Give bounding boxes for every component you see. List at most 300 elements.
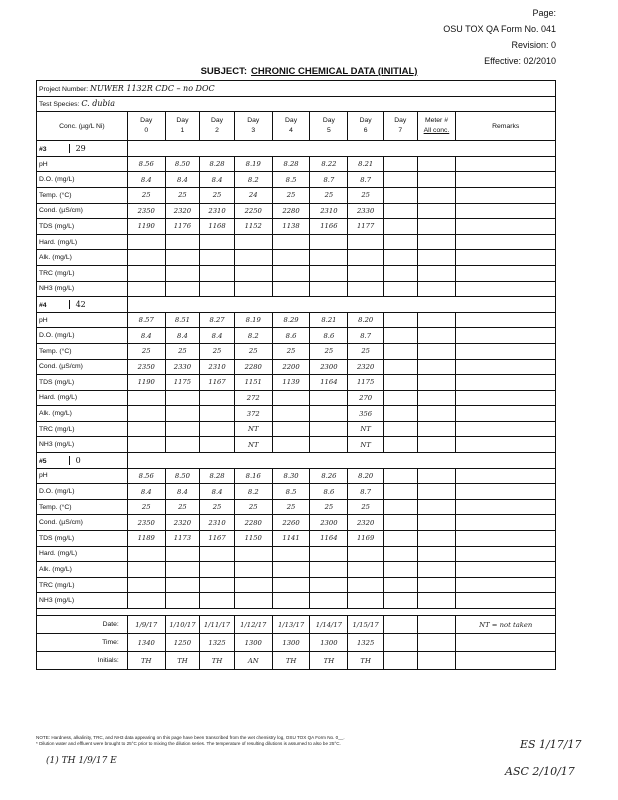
cell-value[interactable]: 25: [234, 499, 272, 515]
cell-value[interactable]: [348, 546, 384, 562]
cell-value[interactable]: 1175: [165, 375, 200, 391]
cell-value[interactable]: 2350: [127, 203, 165, 219]
cell-value[interactable]: [272, 593, 310, 609]
cell-value[interactable]: [348, 577, 384, 593]
meter-cell[interactable]: [417, 172, 456, 188]
cell-value[interactable]: [272, 234, 310, 250]
cell-value[interactable]: 24: [234, 187, 272, 203]
cell-value[interactable]: 8.4: [200, 484, 235, 500]
cell-value[interactable]: 8.27: [200, 312, 235, 328]
cell-value[interactable]: [383, 343, 417, 359]
cell-value[interactable]: 1300: [310, 634, 348, 652]
cell-value[interactable]: AN: [234, 652, 272, 670]
cell-value[interactable]: 2280: [234, 359, 272, 375]
cell-value[interactable]: [310, 593, 348, 609]
cell-value[interactable]: [234, 250, 272, 266]
cell-value[interactable]: [200, 577, 235, 593]
cell-value[interactable]: 1173: [165, 531, 200, 547]
cell-value[interactable]: 25: [127, 499, 165, 515]
meter-cell[interactable]: [417, 359, 456, 375]
cell-value[interactable]: 2300: [310, 515, 348, 531]
cell-value[interactable]: [348, 265, 384, 281]
cell-value[interactable]: 25: [272, 343, 310, 359]
remarks-cell[interactable]: [456, 390, 556, 406]
cell-value[interactable]: [348, 562, 384, 578]
cell-value[interactable]: 8.6: [272, 328, 310, 344]
cell-value[interactable]: 25: [348, 499, 384, 515]
cell-value[interactable]: [127, 577, 165, 593]
meter-cell[interactable]: [417, 499, 456, 515]
cell-value[interactable]: 8.57: [127, 312, 165, 328]
cell-value[interactable]: [165, 546, 200, 562]
cell-value[interactable]: NT: [348, 437, 384, 453]
cell-value[interactable]: [200, 437, 235, 453]
meter-cell[interactable]: [417, 531, 456, 547]
remarks-cell[interactable]: [456, 187, 556, 203]
cell-value[interactable]: [165, 421, 200, 437]
cell-value[interactable]: [383, 468, 417, 484]
cell-value[interactable]: 1139: [272, 375, 310, 391]
cell-value[interactable]: [383, 234, 417, 250]
cell-value[interactable]: 372: [234, 406, 272, 422]
meter-cell[interactable]: [417, 390, 456, 406]
meter-cell[interactable]: [417, 515, 456, 531]
cell-value[interactable]: 2330: [348, 203, 384, 219]
cell-value[interactable]: [310, 281, 348, 297]
cell-value[interactable]: [272, 562, 310, 578]
cell-value[interactable]: 272: [234, 390, 272, 406]
cell-value[interactable]: 25: [348, 187, 384, 203]
cell-value[interactable]: 2200: [272, 359, 310, 375]
cell-value[interactable]: [383, 219, 417, 235]
cell-value[interactable]: 8.4: [200, 172, 235, 188]
meter-cell[interactable]: [417, 468, 456, 484]
remarks-cell[interactable]: [456, 484, 556, 500]
cell-value[interactable]: 2320: [348, 359, 384, 375]
cell-value[interactable]: [165, 265, 200, 281]
cell-value[interactable]: [348, 593, 384, 609]
cell-value[interactable]: 2260: [272, 515, 310, 531]
cell-value[interactable]: [383, 484, 417, 500]
cell-value[interactable]: 1/11/17: [200, 616, 235, 634]
cell-value[interactable]: [127, 281, 165, 297]
remarks-cell[interactable]: [456, 593, 556, 609]
cell-value[interactable]: 8.56: [127, 156, 165, 172]
cell-value[interactable]: [200, 593, 235, 609]
cell-value[interactable]: [234, 562, 272, 578]
cell-value[interactable]: 8.28: [272, 156, 310, 172]
meter-cell[interactable]: [417, 616, 456, 634]
meter-cell[interactable]: [417, 281, 456, 297]
meter-cell[interactable]: [417, 375, 456, 391]
cell-value[interactable]: 1340: [127, 634, 165, 652]
meter-cell[interactable]: [417, 437, 456, 453]
cell-value[interactable]: [127, 390, 165, 406]
cell-value[interactable]: NT: [234, 437, 272, 453]
cell-value[interactable]: [165, 406, 200, 422]
cell-value[interactable]: 2250: [234, 203, 272, 219]
cell-value[interactable]: [165, 250, 200, 266]
remarks-cell[interactable]: [456, 421, 556, 437]
cell-value[interactable]: [127, 437, 165, 453]
cell-value[interactable]: 1/14/17: [310, 616, 348, 634]
remarks-cell[interactable]: [456, 531, 556, 547]
cell-value[interactable]: [200, 406, 235, 422]
remarks-cell[interactable]: [456, 343, 556, 359]
cell-value[interactable]: [234, 265, 272, 281]
cell-value[interactable]: [272, 577, 310, 593]
cell-value[interactable]: 8.4: [165, 172, 200, 188]
cell-value[interactable]: [165, 562, 200, 578]
cell-value[interactable]: 2320: [165, 203, 200, 219]
cell-value[interactable]: [383, 562, 417, 578]
cell-value[interactable]: 8.7: [348, 172, 384, 188]
cell-value[interactable]: 1190: [127, 219, 165, 235]
cell-value[interactable]: 8.19: [234, 312, 272, 328]
meter-cell[interactable]: [417, 484, 456, 500]
cell-value[interactable]: [383, 375, 417, 391]
cell-value[interactable]: [310, 577, 348, 593]
cell-value[interactable]: 8.6: [310, 484, 348, 500]
meter-cell[interactable]: [417, 156, 456, 172]
cell-value[interactable]: 1166: [310, 219, 348, 235]
cell-value[interactable]: 8.4: [165, 328, 200, 344]
cell-value[interactable]: [383, 359, 417, 375]
cell-value[interactable]: [127, 234, 165, 250]
cell-value[interactable]: 1190: [127, 375, 165, 391]
cell-value[interactable]: [383, 281, 417, 297]
cell-value[interactable]: 8.28: [200, 468, 235, 484]
cell-value[interactable]: 8.4: [127, 484, 165, 500]
remarks-cell[interactable]: [456, 312, 556, 328]
cell-value[interactable]: [310, 437, 348, 453]
meter-cell[interactable]: [417, 577, 456, 593]
cell-value[interactable]: 1141: [272, 531, 310, 547]
cell-value[interactable]: [383, 577, 417, 593]
remarks-cell[interactable]: [456, 577, 556, 593]
remarks-cell[interactable]: [456, 406, 556, 422]
cell-value[interactable]: 8.7: [348, 484, 384, 500]
cell-value[interactable]: [272, 421, 310, 437]
meter-cell[interactable]: [417, 593, 456, 609]
cell-value[interactable]: [272, 406, 310, 422]
cell-value[interactable]: [383, 652, 417, 670]
cell-value[interactable]: 2350: [127, 515, 165, 531]
cell-value[interactable]: TH: [200, 652, 235, 670]
remarks-cell[interactable]: [456, 281, 556, 297]
cell-value[interactable]: 25: [127, 343, 165, 359]
cell-value[interactable]: 25: [272, 187, 310, 203]
cell-value[interactable]: [383, 328, 417, 344]
remarks-cell[interactable]: [456, 250, 556, 266]
cell-value[interactable]: [165, 437, 200, 453]
meter-cell[interactable]: [417, 312, 456, 328]
cell-value[interactable]: 2310: [200, 359, 235, 375]
cell-value[interactable]: TH: [165, 652, 200, 670]
cell-value[interactable]: [272, 265, 310, 281]
meter-cell[interactable]: [417, 219, 456, 235]
cell-value[interactable]: [383, 265, 417, 281]
cell-value[interactable]: 8.29: [272, 312, 310, 328]
cell-value[interactable]: 8.56: [127, 468, 165, 484]
cell-value[interactable]: [127, 406, 165, 422]
meter-cell[interactable]: [417, 634, 456, 652]
cell-value[interactable]: 8.4: [127, 328, 165, 344]
cell-value[interactable]: 1150: [234, 531, 272, 547]
meter-cell[interactable]: [417, 652, 456, 670]
cell-value[interactable]: 1300: [234, 634, 272, 652]
meter-cell[interactable]: [417, 265, 456, 281]
cell-value[interactable]: 1176: [165, 219, 200, 235]
meter-cell[interactable]: [417, 203, 456, 219]
cell-value[interactable]: 1175: [348, 375, 384, 391]
cell-value[interactable]: 1177: [348, 219, 384, 235]
remarks-cell[interactable]: [456, 546, 556, 562]
remarks-cell[interactable]: [456, 328, 556, 344]
remarks-cell[interactable]: [456, 437, 556, 453]
cell-value[interactable]: [200, 546, 235, 562]
meter-cell[interactable]: [417, 187, 456, 203]
cell-value[interactable]: 8.6: [310, 328, 348, 344]
cell-value[interactable]: [310, 234, 348, 250]
meter-cell[interactable]: [417, 250, 456, 266]
cell-value[interactable]: [127, 250, 165, 266]
cell-value[interactable]: [348, 250, 384, 266]
remarks-cell[interactable]: [456, 156, 556, 172]
cell-value[interactable]: 356: [348, 406, 384, 422]
cell-value[interactable]: 25: [165, 499, 200, 515]
cell-value[interactable]: 2320: [165, 515, 200, 531]
cell-value[interactable]: [127, 421, 165, 437]
remarks-cell[interactable]: [456, 359, 556, 375]
cell-value[interactable]: 1152: [234, 219, 272, 235]
cell-value[interactable]: [165, 593, 200, 609]
cell-value[interactable]: 1/13/17: [272, 616, 310, 634]
meter-cell[interactable]: [417, 328, 456, 344]
cell-value[interactable]: 2320: [348, 515, 384, 531]
cell-value[interactable]: 1325: [348, 634, 384, 652]
cell-value[interactable]: 2330: [165, 359, 200, 375]
cell-value[interactable]: [383, 531, 417, 547]
cell-value[interactable]: 25: [200, 343, 235, 359]
cell-value[interactable]: 1250: [165, 634, 200, 652]
cell-value[interactable]: 25: [310, 343, 348, 359]
cell-value[interactable]: [310, 250, 348, 266]
cell-value[interactable]: [310, 546, 348, 562]
cell-value[interactable]: 8.20: [348, 468, 384, 484]
remarks-cell[interactable]: [456, 515, 556, 531]
cell-value[interactable]: 25: [165, 187, 200, 203]
cell-value[interactable]: 1151: [234, 375, 272, 391]
cell-value[interactable]: 8.50: [165, 156, 200, 172]
cell-value[interactable]: 1164: [310, 531, 348, 547]
cell-value[interactable]: 8.2: [234, 484, 272, 500]
cell-value[interactable]: [383, 172, 417, 188]
cell-value[interactable]: 8.4: [127, 172, 165, 188]
cell-value[interactable]: [272, 437, 310, 453]
cell-value[interactable]: 25: [348, 343, 384, 359]
remarks-cell[interactable]: [456, 219, 556, 235]
cell-value[interactable]: [200, 421, 235, 437]
cell-value[interactable]: 1168: [200, 219, 235, 235]
cell-value[interactable]: 1167: [200, 375, 235, 391]
cell-value[interactable]: [165, 234, 200, 250]
cell-value[interactable]: 8.21: [348, 156, 384, 172]
cell-value[interactable]: 8.7: [348, 328, 384, 344]
meter-cell[interactable]: [417, 562, 456, 578]
cell-value[interactable]: 25: [165, 343, 200, 359]
remarks-cell[interactable]: NT = not taken: [456, 616, 556, 634]
cell-value[interactable]: 25: [234, 343, 272, 359]
cell-value[interactable]: [383, 312, 417, 328]
cell-value[interactable]: [200, 234, 235, 250]
cell-value[interactable]: [383, 499, 417, 515]
cell-value[interactable]: 1/12/17: [234, 616, 272, 634]
cell-value[interactable]: [348, 234, 384, 250]
cell-value[interactable]: [200, 265, 235, 281]
cell-value[interactable]: 1138: [272, 219, 310, 235]
cell-value[interactable]: TH: [348, 652, 384, 670]
cell-value[interactable]: 8.22: [310, 156, 348, 172]
cell-value[interactable]: 270: [348, 390, 384, 406]
cell-value[interactable]: 25: [310, 187, 348, 203]
cell-value[interactable]: [383, 421, 417, 437]
cell-value[interactable]: 8.21: [310, 312, 348, 328]
remarks-cell[interactable]: [456, 265, 556, 281]
cell-value[interactable]: [383, 187, 417, 203]
cell-value[interactable]: [272, 281, 310, 297]
cell-value[interactable]: 2310: [200, 203, 235, 219]
cell-value[interactable]: 2350: [127, 359, 165, 375]
cell-value[interactable]: 8.4: [200, 328, 235, 344]
cell-value[interactable]: TH: [127, 652, 165, 670]
remarks-cell[interactable]: [456, 499, 556, 515]
cell-value[interactable]: NT: [348, 421, 384, 437]
cell-value[interactable]: 1164: [310, 375, 348, 391]
cell-value[interactable]: [165, 390, 200, 406]
cell-value[interactable]: [383, 616, 417, 634]
remarks-cell[interactable]: [456, 375, 556, 391]
cell-value[interactable]: [383, 250, 417, 266]
cell-value[interactable]: 1189: [127, 531, 165, 547]
cell-value[interactable]: [165, 577, 200, 593]
cell-value[interactable]: [127, 593, 165, 609]
cell-value[interactable]: [310, 265, 348, 281]
cell-value[interactable]: 8.16: [234, 468, 272, 484]
cell-value[interactable]: 2280: [234, 515, 272, 531]
cell-value[interactable]: [383, 437, 417, 453]
cell-value[interactable]: 8.28: [200, 156, 235, 172]
cell-value[interactable]: 2310: [310, 203, 348, 219]
meter-cell[interactable]: [417, 406, 456, 422]
cell-value[interactable]: [234, 234, 272, 250]
cell-value[interactable]: 8.5: [272, 484, 310, 500]
remarks-cell[interactable]: [456, 562, 556, 578]
cell-value[interactable]: [383, 546, 417, 562]
meter-cell[interactable]: [417, 421, 456, 437]
cell-value[interactable]: [383, 406, 417, 422]
cell-value[interactable]: [310, 390, 348, 406]
cell-value[interactable]: 25: [310, 499, 348, 515]
remarks-cell[interactable]: [456, 652, 556, 670]
cell-value[interactable]: 2300: [310, 359, 348, 375]
meter-cell[interactable]: [417, 234, 456, 250]
cell-value[interactable]: 2310: [200, 515, 235, 531]
cell-value[interactable]: NT: [234, 421, 272, 437]
cell-value[interactable]: [200, 390, 235, 406]
cell-value[interactable]: [272, 390, 310, 406]
cell-value[interactable]: TH: [310, 652, 348, 670]
cell-value[interactable]: [310, 406, 348, 422]
cell-value[interactable]: 8.7: [310, 172, 348, 188]
cell-value[interactable]: TH: [272, 652, 310, 670]
cell-value[interactable]: [272, 250, 310, 266]
cell-value[interactable]: [200, 562, 235, 578]
cell-value[interactable]: [383, 593, 417, 609]
cell-value[interactable]: 8.50: [165, 468, 200, 484]
cell-value[interactable]: [234, 593, 272, 609]
cell-value[interactable]: [383, 634, 417, 652]
remarks-cell[interactable]: [456, 468, 556, 484]
cell-value[interactable]: 8.4: [165, 484, 200, 500]
cell-value[interactable]: 8.20: [348, 312, 384, 328]
cell-value[interactable]: 8.2: [234, 328, 272, 344]
remarks-cell[interactable]: [456, 634, 556, 652]
cell-value[interactable]: 1300: [272, 634, 310, 652]
cell-value[interactable]: 1325: [200, 634, 235, 652]
cell-value[interactable]: 25: [127, 187, 165, 203]
meter-cell[interactable]: [417, 546, 456, 562]
remarks-cell[interactable]: [456, 172, 556, 188]
cell-value[interactable]: 2280: [272, 203, 310, 219]
cell-value[interactable]: [310, 421, 348, 437]
cell-value[interactable]: [165, 281, 200, 297]
cell-value[interactable]: 8.51: [165, 312, 200, 328]
remarks-cell[interactable]: [456, 203, 556, 219]
cell-value[interactable]: 25: [200, 499, 235, 515]
cell-value[interactable]: 8.5: [272, 172, 310, 188]
cell-value[interactable]: [200, 250, 235, 266]
remarks-cell[interactable]: [456, 234, 556, 250]
cell-value[interactable]: [383, 156, 417, 172]
cell-value[interactable]: 25: [272, 499, 310, 515]
cell-value[interactable]: 8.19: [234, 156, 272, 172]
cell-value[interactable]: 1/9/17: [127, 616, 165, 634]
cell-value[interactable]: 1169: [348, 531, 384, 547]
cell-value[interactable]: 8.26: [310, 468, 348, 484]
cell-value[interactable]: [383, 390, 417, 406]
cell-value[interactable]: [272, 546, 310, 562]
cell-value[interactable]: [234, 577, 272, 593]
meter-cell[interactable]: [417, 343, 456, 359]
cell-value[interactable]: 1/10/17: [165, 616, 200, 634]
cell-value[interactable]: [310, 562, 348, 578]
cell-value[interactable]: [383, 515, 417, 531]
cell-value[interactable]: [127, 562, 165, 578]
cell-value[interactable]: [234, 281, 272, 297]
cell-value[interactable]: 8.30: [272, 468, 310, 484]
cell-value[interactable]: [127, 546, 165, 562]
cell-value[interactable]: 1167: [200, 531, 235, 547]
cell-value[interactable]: [200, 281, 235, 297]
cell-value[interactable]: [127, 265, 165, 281]
cell-value[interactable]: 25: [200, 187, 235, 203]
cell-value[interactable]: 8.2: [234, 172, 272, 188]
cell-value[interactable]: 1/15/17: [348, 616, 384, 634]
cell-value[interactable]: [383, 203, 417, 219]
cell-value[interactable]: [348, 281, 384, 297]
cell-value[interactable]: [234, 546, 272, 562]
